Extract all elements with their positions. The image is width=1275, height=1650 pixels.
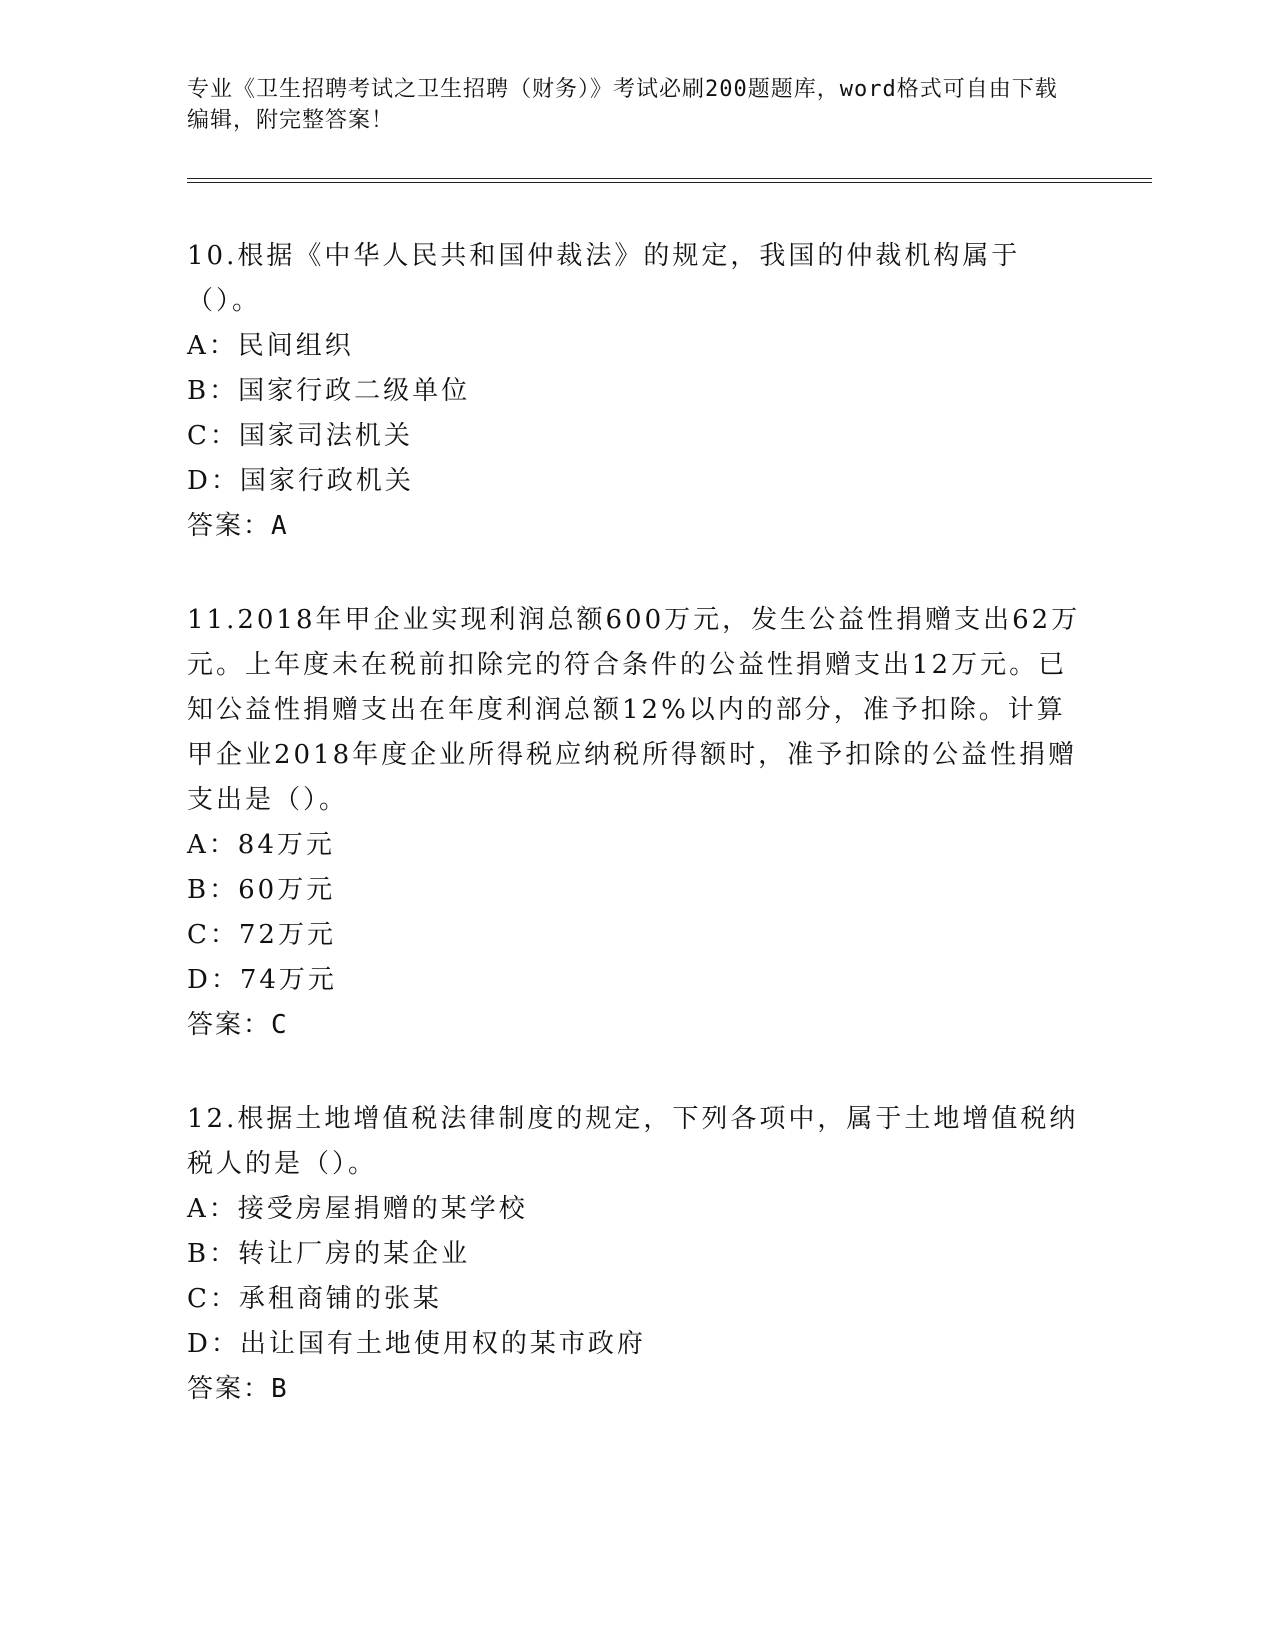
answer-value: B (271, 1374, 288, 1404)
answer-line (187, 504, 1087, 549)
option-a: A：84万元 (187, 830, 335, 860)
document-header: 专业《卫生招聘考试之卫生招聘（财务）》考试必刷200题题库，word格式可自由下载编辑，附完整答案！ (187, 77, 1058, 133)
answer-value: A (271, 511, 288, 541)
option-c: C：承租商铺的张某 (187, 1284, 442, 1314)
question-stem: 11.2018年甲企业实现利润总额600万元，发生公益性捐赠支出62万元。上年度未在税前扣除完的符合条件的公益性捐赠支出12万元。已知公益性捐赠支出在年度利润总额12%以内的部分，准予扣除。计算甲企业2018年度企业所得税应纳税所得额时，准予扣除的公益性捐赠支出是（）。 (187, 605, 1081, 815)
answer-value: C (271, 1010, 288, 1040)
option-d: D：国家行政机关 (187, 466, 414, 496)
option-a: A：民间组织 (187, 331, 354, 361)
question-11 (187, 598, 1087, 1048)
question-stem: 12.根据土地增值税法律制度的规定，下列各项中，属于土地增值税纳税人的是（）。 (187, 1104, 1079, 1179)
answer-label: 答案： (187, 1010, 272, 1040)
option-b: B：转让厂房的某企业 (187, 1239, 471, 1269)
option-a: A：接受房屋捐赠的某学校 (187, 1194, 528, 1224)
answer-line (187, 1003, 1087, 1048)
option-d: D：出让国有土地使用权的某市政府 (187, 1329, 646, 1359)
option-c: C：国家司法机关 (187, 421, 413, 451)
option-b: B：国家行政二级单位 (187, 376, 471, 406)
option-b: B：60万元 (187, 875, 336, 905)
option-c: C：72万元 (187, 920, 336, 950)
header-divider-bottom (187, 182, 1152, 183)
question-10 (187, 234, 1087, 549)
option-d: D：74万元 (187, 965, 337, 995)
answer-label: 答案： (187, 511, 272, 541)
answer-line (187, 1367, 1087, 1412)
question-12 (187, 1097, 1087, 1412)
header-divider-top (187, 178, 1152, 179)
question-stem: 10.根据《中华人民共和国仲裁法》的规定，我国的仲裁机构属于（）。 (187, 241, 1021, 316)
answer-label: 答案： (187, 1374, 272, 1404)
